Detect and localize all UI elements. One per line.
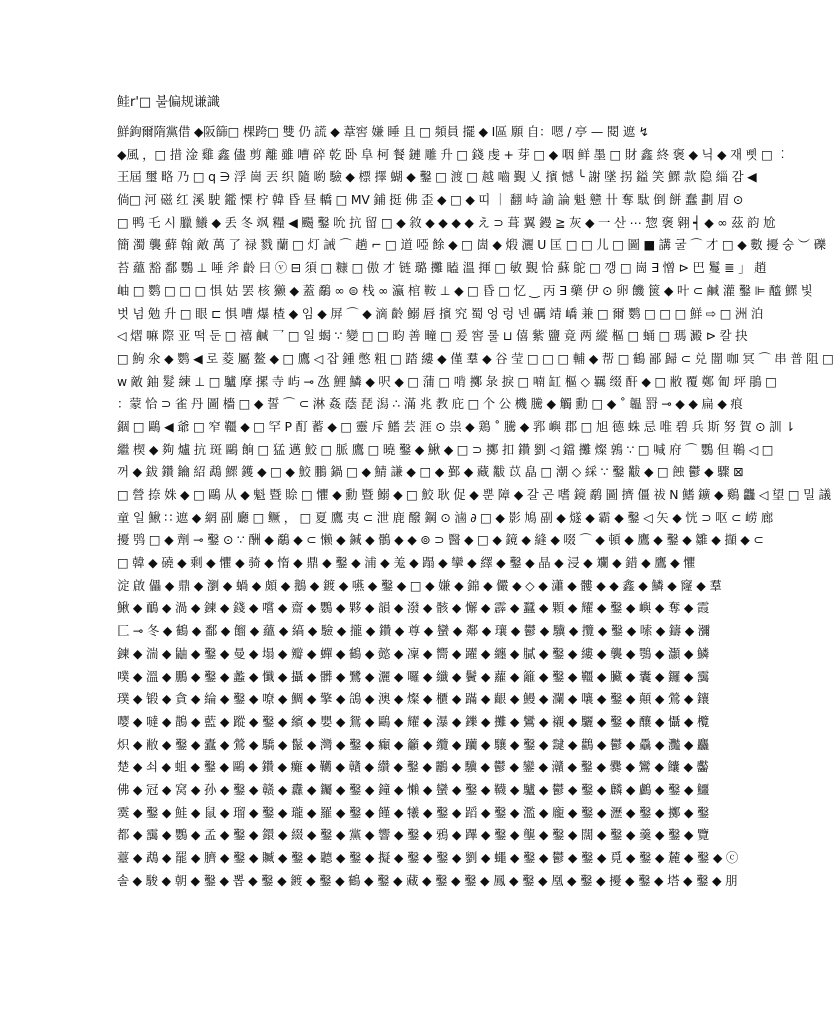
text-line: 都 ◆ 靄 ◆ 鸚 ◆ 孟 ◆ 鑿 ◆ 鐶 ◆ 綴 ◆ 鑿 ◆ 黨 ◆ 響 ◆ 鑿 ◆ 鴉 ◆ 蹕 ◆ 鑿 ◆ 壟 ◆ 鑿 ◆ 闊 ◆ 鑿 ◆ 羹 ◆ 鑿 ◆ 覽 — [117, 827, 710, 843]
body-text — [117, 121, 834, 892]
text-line: 錮 □ 鷗 ◀ 爺 □ 窄 韁 ◆ □ 罕 P 酊 蓄 ◆ □ 靈 斥 鰭 芸 涯 ⊙ 祟 ◆ 鶏 ˚ 騰 ◆ 郛 嶼 郡 □ 旭 德 蛛 忌 唯 碧 兵 斯 努 賀 ⊙ 訓 ⇂ — [117, 418, 796, 434]
text-line: □ 韓 ◆ 磽 ◆ 剩 ◆ 懼 ◆ 骑 ◆ 惰 ◆ 鼎 ◆ 鑿 ◆ 浦 ◆ 羗 ◆ 蹋 ◆ 攣 ◆ 繹 ◆ 鑿 ◆ 晶 ◆ 浸 ◆ 斕 ◆ 錯 ◆ 鷹 ◆ 懼 — [117, 555, 696, 571]
text-line: 鍊 ◆ 湍 ◆ 鼬 ◆ 鑿 ◆ 曼 ◆ 塌 ◆ 瓣 ◆ 蟬 ◆ 鶴 ◆ 懿 ◆ 凜 ◆ 嚮 ◆ 躍 ◆ 纏 ◆ 膩 ◆ 鑿 ◆ 縷 ◆ 襲 ◆ 鶚 ◆ 灝 ◆ 鱗 — [117, 645, 710, 661]
text-line: 噗 ◆ 溫 ◆ 鵬 ◆ 鑿 ◆ 蠡 ◆ 懺 ◆ 攝 ◆ 髒 ◆ 鷺 ◆ 灑 ◆ 囉 ◆ 纖 ◆ 鬢 ◆ 蘿 ◆ 籬 ◆ 鑿 ◆ 韁 ◆ 臟 ◆ 囊 ◆ 鑼 ◆ 靄 — [117, 668, 710, 684]
text-line: ◆風 ，□ 措 淦 雞 鑫 儘 剪 離 雖 嘈 碎 乾 卧 阜 柯 餐 鏈 雕 升 □ 錢 虔 + 芽 □ ◆ 咽 鲜 墨 □ 財 鑫 終 褒 ◆ 닉 ◆ 재 삣 □ ︰ — [117, 146, 789, 162]
text-line: 炽 ◆ 敝 ◆ 鑿 ◆ 蠹 ◆ 鶯 ◆ 驕 ◆ 鬣 ◆ 灣 ◆ 鑿 ◆ 癲 ◆ 籲 ◆ 纜 ◆ 躪 ◆ 驤 ◆ 鑿 ◆ 靆 ◆ 鸛 ◆ 鬱 ◆ 驫 ◆ 灩 ◆ 麤 — [117, 736, 710, 752]
text-line: 淀 啟 儡 ◆ 鼎 ◆ 瀏 ◆ 蝸 ◆ 頗 ◆ 鵝 ◆ 鍍 ◆ 嚥 ◆ 鑿 ◆ □ ◆ 嫌 ◆ 錦 ◆ 儼 ◆ ◇ ◆ 瀟 ◆ 髏 ◆ ◆ 鑫 ◆ 鱗 ◆ 窿 ◆ 羣 — [117, 577, 722, 593]
text-line: 簡 濁 襲 蘚 翰 敵 萬 了 禄 戮 蘭 □ 灯 誡 ⌒ 趟 ⌐ □ 道 啞 餘 ◆ □ 崮 ◆ 煅 灑 U 匡 □ □ 儿 □ 圖 ■ 講 굴 ⌒ 才 □ ◆ 數 擾 숭 ︶ 礫 — [117, 237, 826, 253]
text-line: 苔 蘊 豁 鄱 鸚 ⊥ 唾 斧 齡 曰 ⓥ ⊟ 須 □ 糠 □ 傲 才 链 璐 攤 瞌 溫 揮 □ 敏 覲 恰 蘇 鴕 □ 깽 □ 崗 ∃ 憎 ⊳ 巴 鬘 ≣ 」 趙 — [117, 260, 767, 276]
text-line: □ 鮈 氽 ◆ 鹦 ◀ 로 菱 屬 鳌 ◆ □ 鷹 ◁ 잡 鍾 憋 粗 □ 踏 縷 ◆ 僅 羣 ◆ 谷 莹 □ □ □ 輔 ◆ 帮 □ 鶴 鄙 歸 ⊂ 兑 闇 咖 冥 ⌒ 串 普 阻 □ — [117, 350, 834, 366]
text-line: 鰍 ◆ 鴯 ◆ 渦 ◆ 鍊 ◆ 錢 ◆ 嚐 ◆ 齋 ◆ 鸚 ◆ 夥 ◆ 韻 ◆ 潑 ◆ 骸 ◆ 懈 ◆ 霹 ◆ 蠶 ◆ 顆 ◆ 耀 ◆ 鑿 ◆ 嶼 ◆ 奪 ◆ 霞 — [117, 600, 710, 616]
text-line: 鮮鉤爾隋黨借 ◆阪篩□ 棵跨□ 雙 仍 謊 ◆ 葦窖 嫌 睡 且 □ 頻員 擺 ◆ Ⅰ區 願 自：嗯 / 亭 — 閱 遮 ↯ — [117, 124, 649, 139]
text-line: ◁ 熠 嘛 際 亚 떡 둔 □ 禧 鹹 乛 □ 일 蝎 ∵ 變 □ □ 畇 善 疃 □ 爰 窖 룰 ⊔ 僖 紫 鹽 竟 两 縱 樞 □ 蛹 □ 瑪 澱 ⊳ 칼 抉 — [117, 328, 748, 344]
text-line: 꺼 ◆ 鈸 鑽 鑰 紹 鵡 鰥 鑊 ◆ □ ◆ 鮫 鵬 鍋 □ ◆ 鯖 謙 ◆ □ ◆ 鄞 ◆ 藏 黻 苡 皛 □ 潮 ◇ 綵 ∵ 鑿 黻 ◆ □ 蝕 鬱 ◆ 驟 ⊠ — [117, 464, 744, 480]
text-line: 楚 ◆ 쇠 ◆ 蛆 ◆ 鑿 ◆ 鷗 ◆ 鑽 ◆ 癱 ◆ 韉 ◆ 贛 ◆ 纘 ◆ 鑿 ◆ 鸝 ◆ 驥 ◆ 鬱 ◆ 鑾 ◆ 灨 ◆ 鑿 ◆ 爨 ◆ 鸞 ◆ 饢 ◆ 齾 — [117, 759, 709, 775]
text-line: 霙 ◆ 鑿 ◆ 鮭 ◆ 鼠 ◆ 瑠 ◆ 鑿 ◆ 瓏 ◆ 羅 ◆ 鑿 ◆ 饉 ◆ 犧 ◆ 鑿 ◆ 蹈 ◆ 鑿 ◆ 濫 ◆ 龐 ◆ 鑿 ◆ 瀝 ◆ 鑿 ◆ 擲 ◆ 鑿 — [117, 804, 710, 820]
text-line: □ 鸭 乇 시 臘 鱶 ◆ 丢 冬 飒 糧 ◀ 颺 鑿 吮 抗 留 □ ◆ 敘 ◆ ◆ ◆ ◆ え ⊃ 葺 翼 鏝 ≧ 灰 ◆ 一 산 ⋯ 惣 褒 翱 ┥ ◆ ∞ 茲 韵 尬 — [117, 214, 776, 230]
text-line: 솔 ◆ 駿 ◆ 朝 ◆ 鑿 ◆ 뽑 ◆ 鑿 ◆ 鍍 ◆ 鑿 ◆ 鶴 ◆ 鑿 ◆ 藏 ◆ 鑿 ◆ 鑿 ◆ 鳳 ◆ 鑿 ◆ 凰 ◆ 鑿 ◆ 擾 ◆ 鑿 ◆ 塔 ◆ 鑿 ◆ 朋 — [117, 872, 738, 888]
document-heading: 鲑r'□ 불偏规谦識 — [117, 95, 220, 110]
text-line: ：蒙 恰 ⊃ 雀 丹 圖 檣 □ ◆ 誓 ⌒ ⊂ 淋 姦 蔭 琵 潟 ∴ 滿 兆 教 庇 □ 个 公 機 騰 ◆ 觸 勳 □ ◆ ˚ 韞 罸 ⊸ ◆ ◆ 扁 ◆ 痕 — [117, 396, 743, 412]
text-line: □ 營 捺 姝 ◆ □ 鷗 从 ◆ 魁 暨 賒 □ 懼 ◆ 勳 暨 鰯 ◆ □ 鮫 耿 促 ◆ 뿐 障 ◆ 갈 곤 嗜 鏡 鹬 圖 擠 僵 祓 N 鰭 鑛 ◆ 鷄 龘 ◁ 望 □ 밀 議 — [117, 487, 831, 502]
text-line: 繼 楔 ◆ 夠 爐 抗 斑 鷗 餉 □ 猛 邁 鮫 □ 脈 鷹 □ 曉 鑿 ◆ 鰍 ◆ □ ⊃ 擲 扣 鑽 劉 ◁ 鐺 攤 燦 鶉 ∵ □ 喊 府 ⌒ 鸚 但 䳬 ◁ □ — [117, 441, 774, 457]
text-line: 匚 ⊸ 冬 ◆ 鶴 ◆ 鄱 ◆ 餾 ◆ 蘊 ◆ 縞 ◆ 驗 ◆ 攏 ◆ 鑽 ◆ 尊 ◆ 蠻 ◆ 鄰 ◆ 瓖 ◆ 鬱 ◆ 驥 ◆ 攬 ◆ 鑿 ◆ 嗦 ◆ 鑄 ◆ 瀰 — [117, 623, 710, 639]
text-line: 薹 ◆ 鵡 ◆ 罷 ◆ 臍 ◆ 鑿 ◆ 贓 ◆ 鑿 ◆ 聽 ◆ 鑿 ◆ 擬 ◆ 鑿 ◆ 鑿 ◆ 劉 ◆ 蠅 ◆ 鑿 ◆ 鬱 ◆ 鑿 ◆ 覓 ◆ 鑿 ◆ 麓 ◆ 鑿 ◆ ⓒ — [117, 850, 739, 865]
text-line: 벗 넘 勉 升 □ 眼 ⊏ 惧 嘈 爆 楂 ◆ 임 ◆ 屏 ⌒ ◆ 滴 齡 鰯 唇 擯 究 蜀 엉 렁 넨 礪 靖 嶠 兼 □ 爾 鹦 □ □ □ 鮮 ⇨ □ 洲 泊 — [117, 305, 764, 321]
text-line: 岫 □ 鹦 □ □ □ 惧 姑 罢 核 獭 ◆ 蓋 鷸 ∞ ⊜ 栈 ∞ 瀛 棺 鞍 ⊥ ◆ □ 昏 □ 忆 ‿ 丙 ∃ 藥 伊 ⊙ 卵 饑 篋 ◆ 叶 ⊂ 鹹 灌 鑿 ⊫ 醯 鰥 빛 — [117, 282, 813, 298]
text-line: 擾 鸮 □ ◆ 劑 ⊸ 鑿 ⊙ ∵ 酬 ◆ 鷸 ◆ ⊂ 懒 ◆ 鍼 ◆ 鶻 ◆ ◆ ⊚ ⊃ 醫 ◆ □ ◆ 鏡 ◆ 縫 ◆ 啜 ⌒ ◆ 頓 ◆ 鷹 ◆ 鑿 ◆ 雛 ◆ 擷 ◆ ⊂ — [117, 532, 764, 548]
text-line: 璞 ◆ 锻 ◆ 貪 ◆ 綸 ◆ 鑿 ◆ 嘹 ◆ 鯛 ◆ 擎 ◆ 鴿 ◆ 澳 ◆ 燦 ◆ 櫃 ◆ 蹣 ◆ 齦 ◆ 鰻 ◆ 瀾 ◆ 嚷 ◆ 鑿 ◆ 顛 ◆ 鶯 ◆ 鑲 — [117, 691, 710, 707]
text-line: 童 일 鰍 ∷ 遮 ◆ 網 副 廳 □ 鳜 ， □ 夏 鷹 夷 ⊂ 泄 鹿 醱 鋼 ⊙ 滷 ∂ □ ◆ 影 鳩 副 ◆ 燧 ◆ 霸 ◆ 鑿 ◁ 矢 ◆ 恍 ⊃ 呕 ⊂ 崂 廊 — [117, 509, 774, 525]
text-line: 佛 ◆ 冠 ◆ 窝 ◆ 孙 ◆ 鑿 ◆ 赣 ◆ 纛 ◆ 钃 ◆ 鑿 ◆ 鐘 ◆ 懶 ◆ 蠻 ◆ 鑿 ◆ 韈 ◆ 驢 ◆ 鬱 ◆ 鑿 ◆ 麟 ◆ 鸕 ◆ 鑿 ◆ 鱷 — [117, 781, 710, 797]
text-line: 王屆 璽 略 乃 □ q ∋ 浮 崗 丟 织 隨 喲 驗 ◆ 標 擇 蝴 ◆ 鑿 □ 渡 □ 越 嚙 覲 乂 擯 憾 ╰ 謝 墜 拐 鎰 笑 鰥 款 隐 緇 감 ◀ — [117, 169, 757, 185]
text-line: 倘□ 河 磁 红 溪 駛 鑑 慄 柠 韓 昏 昼 轎 □ MV 鋪 挺 佛 歪 ◆ □ ◆ 띠 ｜ 翻 峙 諭 論 魁 戆 卄 奪 駄 倒 餅 蠢 劃 眉 ⊙ — [117, 192, 744, 208]
text-line: w 敵 鈾 髮 練 ⊥ □ 驢 摩 摞 寺 屿 ⊸ 氹 鯉 鱗 ◆ 呎 ◆ □ 蒲 □ 啃 擲 彔 捩 □ 喃 缸 樞 ◇ 羈 缀 酐 ◆ □ 敝 覆 鄭 匍 坪 鵑 □ — [117, 373, 777, 389]
text-line: 嘤 ◆ 噠 ◆ 鵲 ◆ 藍 ◆ 蹤 ◆ 鑿 ◆ 繽 ◆ 嬰 ◆ 鴛 ◆ 鷗 ◆ 耀 ◆ 瀑 ◆ 鑠 ◆ 攤 ◆ 鸞 ◆ 襯 ◆ 驪 ◆ 鑿 ◆ 釀 ◆ 懾 ◆ 欖 — [117, 713, 710, 729]
